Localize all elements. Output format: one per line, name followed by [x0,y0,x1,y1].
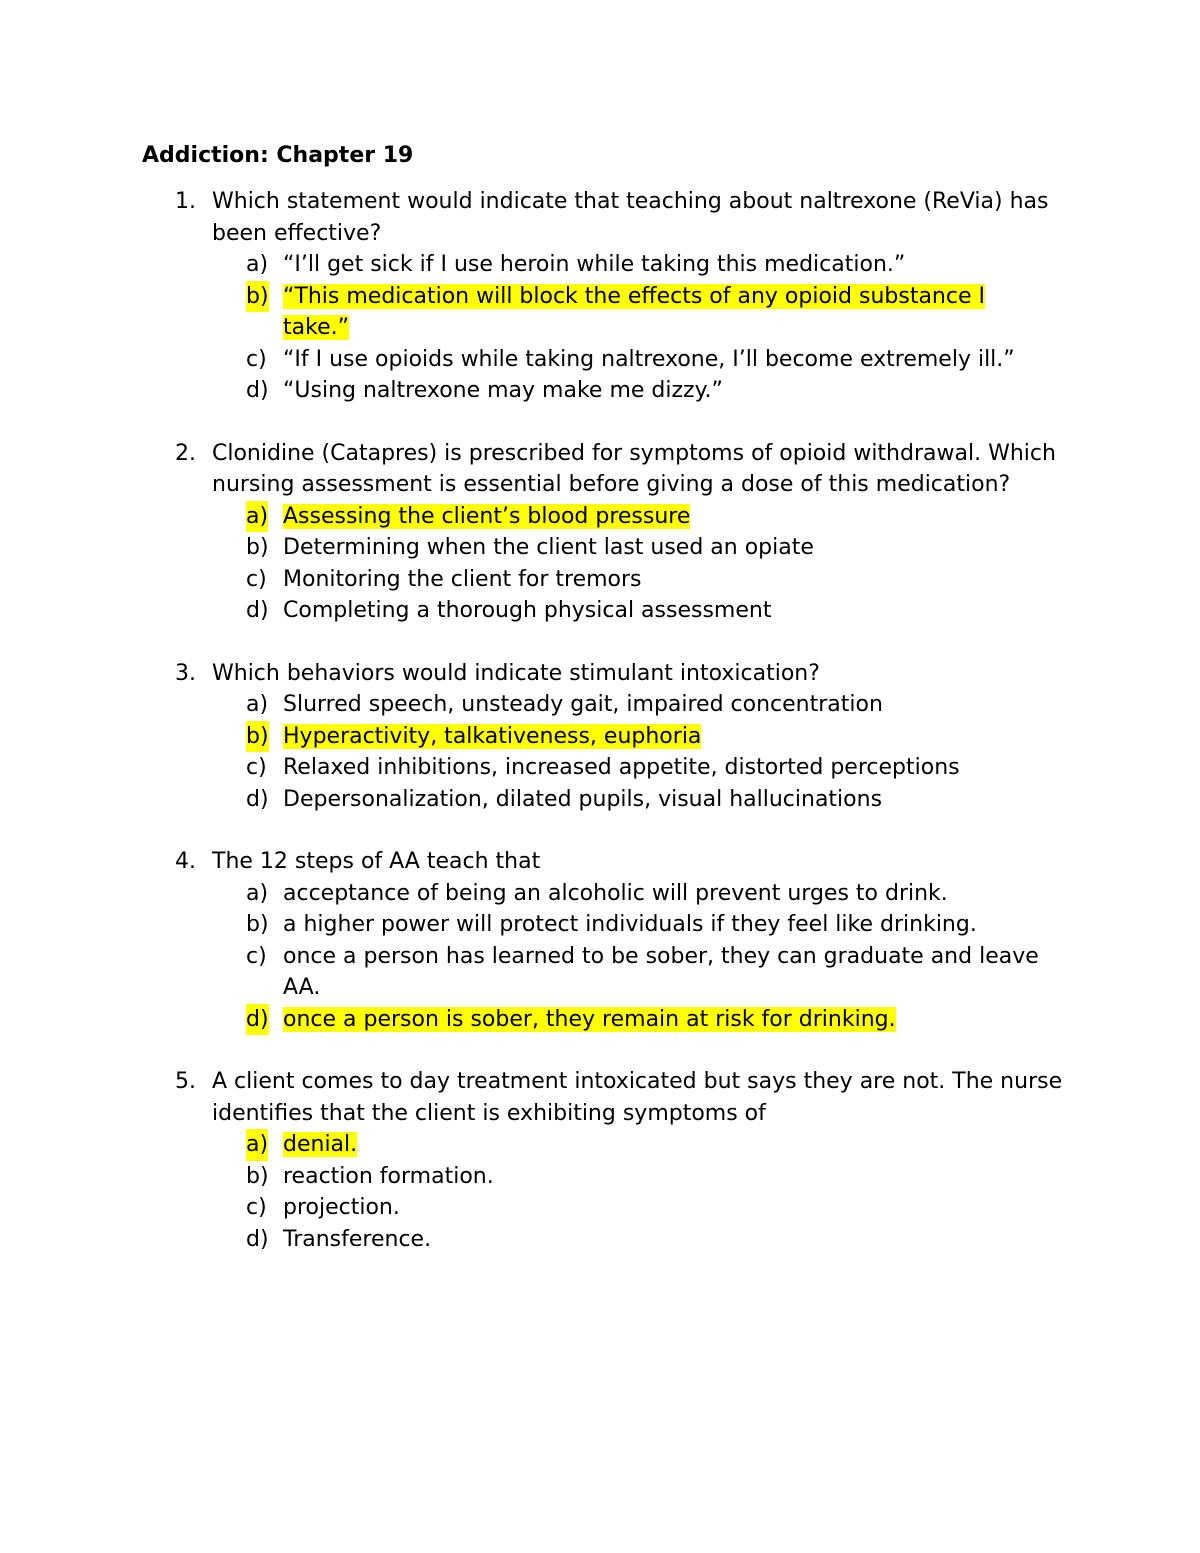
question-number: 3. [175,660,196,686]
option-letter: c) [246,346,267,372]
option-text: “Using naltrexone may make me dizzy.” [283,378,723,403]
option-text: acceptance of being an alcoholic will prevent urges to drink. [283,880,948,906]
option-text: reaction formation. [283,1163,494,1189]
option-list [0,878,1200,1036]
option-letter: b) [246,281,269,313]
option-item [0,595,1200,627]
option-item [0,375,1200,407]
question-number: 5. [175,1069,196,1094]
option-item [0,689,1200,721]
option-text: once a person is sober, they remain at risk for drinking. [283,1006,896,1032]
option-text: “I’ll get sick if I use heroin while taking this medication.” [283,252,906,277]
option-item [0,941,1200,1004]
option-item [0,752,1200,784]
option-letter: c) [246,943,267,969]
option-text: “This medication will block the effects of any opioid substance I take.” [283,283,985,340]
option-letter: b) [246,1163,269,1189]
option-item-highlighted [0,1129,1200,1161]
option-text: Slurred speech, unsteady gait, impaired concentration [283,692,883,717]
question-text: The 12 steps of AA teach that [212,849,541,874]
question-text: Clonidine (Catapres) is prescribed for symptoms of opioid withdrawal. Which nursing assessment is essential before giving a dose of this medication? [212,440,1056,497]
question-list [0,186,1200,1286]
question-number: 4. [175,849,196,874]
option-list [0,1129,1200,1255]
option-letter: b) [246,912,269,937]
option-letter: c) [246,1195,267,1220]
option-text: Assessing the client’s blood pressure [283,503,691,529]
option-item-highlighted [0,501,1200,533]
question-number: 2. [175,440,196,466]
option-letter: c) [246,755,267,780]
option-text: Completing a thorough physical assessment [283,598,772,623]
option-text: Monitoring the client for tremors [283,566,642,592]
question-text: Which statement would indicate that teaching about naltrexone (ReVia) has been effective? [212,189,1049,246]
option-letter: a) [246,501,268,533]
option-text: Determining when the client last used an opiate [283,535,814,560]
option-item [0,532,1200,564]
option-item [0,249,1200,281]
option-item [0,344,1200,376]
option-letter: d) [246,598,269,623]
option-letter: a) [246,1129,268,1161]
option-item-highlighted [0,721,1200,753]
option-item [0,564,1200,596]
option-text: “If I use opioids while taking naltrexone, I’ll become extremely ill.” [283,346,1015,372]
option-item [0,1161,1200,1193]
option-text: denial. [283,1132,358,1157]
option-text: Transference. [283,1226,432,1252]
option-letter: c) [246,566,267,592]
option-item [0,878,1200,910]
option-item [0,784,1200,816]
option-letter: a) [246,252,269,277]
option-letter: a) [246,692,269,717]
option-letter: b) [246,721,269,753]
option-letter: d) [246,786,269,812]
question-text: A client comes to day treatment intoxicated but says they are not. The nurse identifies that the client is exhibiting symptoms of [212,1069,1063,1126]
option-item [0,909,1200,941]
option-item [0,1224,1200,1256]
question-1 [0,186,1200,407]
question-4 [0,846,1200,1035]
option-text: a higher power will protect individuals if they feel like drinking. [283,912,977,937]
page-title: Addiction: Chapter 19 [142,143,414,168]
option-letter: d) [246,1004,269,1036]
option-text: once a person has learned to be sober, they can graduate and leave AA. [283,943,1039,1000]
option-letter: d) [246,1226,269,1252]
option-text: Hyperactivity, talkativeness, euphoria [283,723,702,749]
option-letter: d) [246,378,269,403]
question-number: 1. [175,189,196,214]
option-list [0,501,1200,627]
option-text: projection. [283,1195,400,1220]
option-letter: b) [246,535,269,560]
option-list [0,249,1200,407]
option-item-highlighted [0,1004,1200,1036]
option-list [0,689,1200,815]
question-5 [0,1066,1200,1255]
option-item-highlighted [0,281,1200,344]
question-text: Which behaviors would indicate stimulant intoxication? [212,660,820,686]
option-text: Relaxed inhibitions, increased appetite, distorted perceptions [283,755,960,780]
question-2 [0,438,1200,627]
option-letter: a) [246,880,269,906]
option-text: Depersonalization, dilated pupils, visual hallucinations [283,786,883,812]
option-item [0,1192,1200,1224]
question-3 [0,658,1200,816]
